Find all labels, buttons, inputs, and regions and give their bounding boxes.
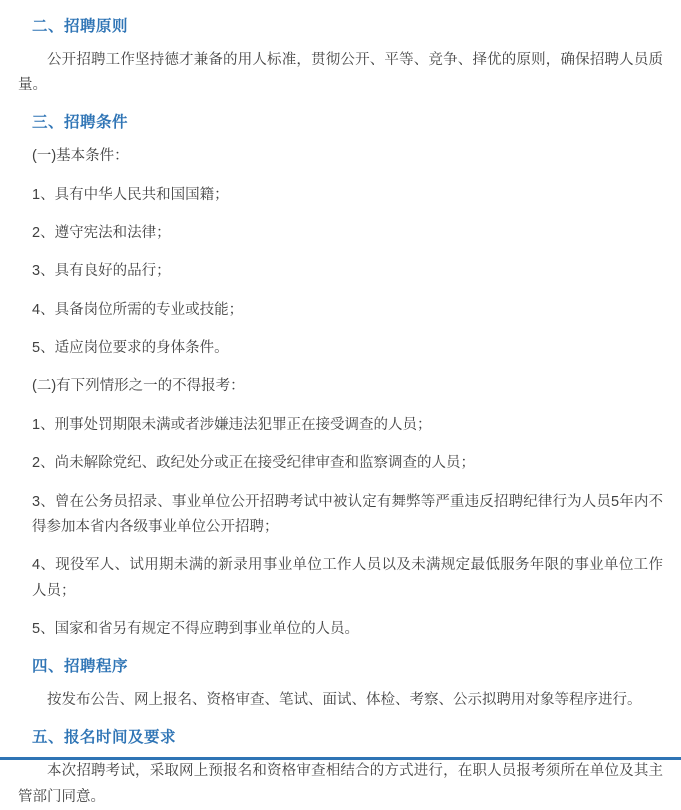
subheading-exclusions: (二)有下列情形之一的不得报考： xyxy=(32,378,245,395)
list-item: 2、遵守宪法和法律； xyxy=(32,224,171,241)
section-heading-registration-time: 五、报名时间及要求 xyxy=(32,729,177,747)
paragraph-recruitment-procedure: 按发布公告、网上报名、资格审查、笔试、面试、体检、考察、公示拟聘用对象等程序进行。 xyxy=(47,692,642,709)
subheading-basic-conditions: (一)基本条件： xyxy=(32,148,129,165)
section-heading-recruitment-principles: 二、招聘原则 xyxy=(32,18,129,35)
section-heading-recruitment-conditions: 三、招聘条件 xyxy=(32,114,129,132)
paragraph-recruitment-principles: 公开招聘工作坚持德才兼备的用人标准，贯彻公开、平等、竞争、择优的原则，确保招聘人员质量。 xyxy=(18,51,663,94)
list-item: 5、适应岗位要求的身体条件。 xyxy=(32,340,229,356)
list-item: 2、尚未解除党纪、政纪处分或正在接受纪律审查和监察调查的人员； xyxy=(32,455,476,472)
section-heading-recruitment-procedure: 四、招聘程序 xyxy=(32,658,129,676)
list-item: 3、曾在公务员招录、事业单位公开招聘考试中被认定有舞弊等严重违反招聘纪律行为人员5年内不得参加本省内各级事业单位公开招聘； xyxy=(32,493,663,535)
list-item: 4、具备岗位所需的专业或技能； xyxy=(32,301,244,318)
paragraph-registration-time: 本次招聘考试，采取网上预报名和资格审查相结合的方式进行，在职人员报考须所在单位及其主管部门同意。 xyxy=(18,763,663,805)
list-item: 3、具有良好的品行； xyxy=(32,263,171,280)
list-item: 5、国家和省另有规定不得应聘到事业单位的人员。 xyxy=(32,621,360,637)
list-item: 1、刑事处罚期限未满或者涉嫌违法犯罪正在接受调查的人员； xyxy=(32,416,432,433)
list-item: 4、现役军人、试用期未满的新录用事业单位工作人员以及未满规定最低服务年限的事业单位工作人员； xyxy=(32,557,663,599)
list-item: 1、具有中华人民共和国国籍； xyxy=(32,186,229,203)
